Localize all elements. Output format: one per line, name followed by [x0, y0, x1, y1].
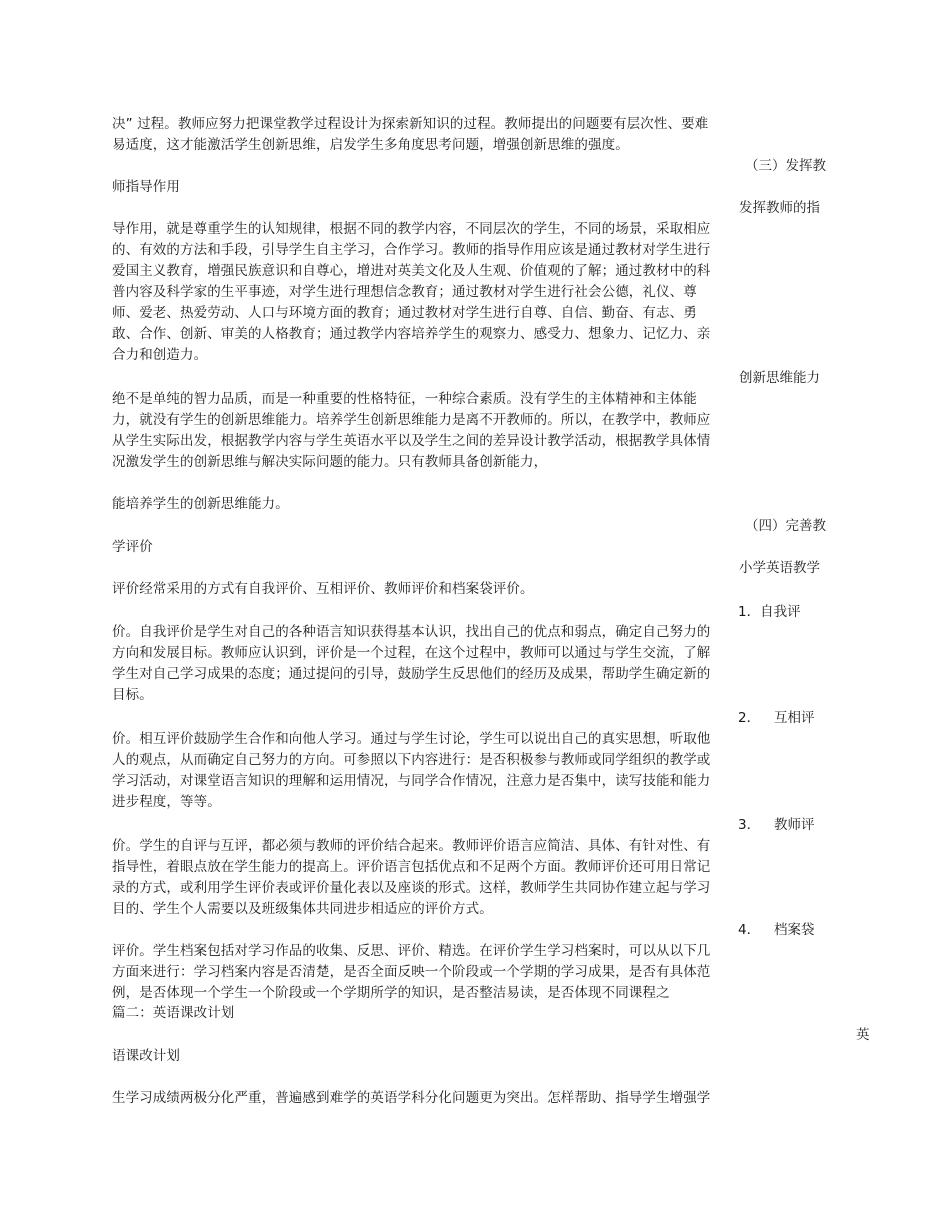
text-line: 方面来进行：学习档案内容是否清楚，是否全面反映一个阶段或一个学期的学习成果，是否有具体范	[112, 964, 711, 980]
text-line: 决” 过程。教师应努力把课堂教学过程设计为探索新知识的过程。教师提出的问题要有层次性、要难	[112, 116, 709, 132]
text-line: 学生对自己学习成果的态度；通过提问的引导，鼓励学生反思他们的经历及成果，帮助学生确定新的	[112, 666, 711, 682]
text-line: 生学习成绩两极分化严重，普遍感到难学的英语学科分化问题更为突出。怎样帮助、指导学生增强学	[112, 1090, 711, 1106]
text-line: 况激发学生的创新思维与解决实际问题的能力。只有教师具备创新能力，	[112, 454, 548, 470]
text-line: 绝不是单纯的智力品质，而是一种重要的性格特征，一种综合素质。没有学生的主体精神和主体能	[112, 391, 697, 407]
item-heading-2: 互相评	[774, 710, 815, 726]
paragraph-lead: 小学英语教学	[739, 560, 820, 576]
text-line: 评价。学生档案包括对学习作品的收集、反思、评价、精选。在评价学生学习档案时，可以从以下几	[112, 943, 711, 959]
section-heading-4-part2: 学评价	[112, 539, 153, 555]
text-line: 价。自我评价是学生对自己的各种语言知识获得基本认识，找出自己的优点和弱点，确定自己努力的	[112, 624, 711, 640]
text-line: 方向和发展目标。教师应认识到，评价是一个过程，在这个过程中，教师可以通过与学生交流，了解	[112, 645, 711, 661]
item-heading-4: 档案袋	[774, 922, 815, 938]
text-line: 目标。	[112, 687, 153, 703]
text-line: 从学生实际出发，根据教学内容与学生英语水平以及学生之间的差异设计教学活动，根据教学具体情	[112, 433, 711, 449]
item-number-4: 4．	[738, 922, 761, 938]
text-line: 能培养学生的创新思维能力。	[112, 496, 289, 512]
text-line: 学习活动，对课堂语言知识的理解和运用情况，与同学合作情况，注意力是否集中，读写技能和能力	[112, 773, 711, 789]
part-title: 篇二：英语课改计划	[112, 1005, 235, 1021]
text-line: 价。学生的自评与互评，都必须与教师的评价结合起来。教师评价语言应简洁、具体、有针对性、有	[112, 838, 711, 854]
text-line: 指导性，着眼点放在学生能力的提高上。评价语言包括优点和不足两个方面。教师评价还可用日常记	[112, 859, 711, 875]
item-heading-3: 教师评	[774, 817, 815, 833]
section-heading-3-part2: 师指导作用	[112, 179, 180, 195]
text-line: 爱国主义教育，增强民族意识和自尊心，增进对英美文化及人生观、价值观的了解；通过教材中的科	[112, 263, 711, 279]
text-line: 师、爱老、热爱劳动、人口与环境方面的教育；通过教材对学生进行自尊、自信、勤奋、有志、勇	[112, 305, 697, 321]
paragraph-lead: 创新思维能力	[739, 370, 820, 386]
text-line: 合力和创造力。	[112, 347, 208, 363]
text-line: 人的观点，从而确定自己努力的方向。可参照以下内容进行：是否积极参与教师或同学组织的教学或	[112, 752, 711, 768]
text-line: 普内容及科学家的生平事迹，对学生进行理想信念教育；通过教材对学生进行社会公德，礼仪、尊	[112, 284, 697, 300]
section-heading-3-part1: （三）发挥教	[745, 158, 826, 174]
text-line: 的、有效的方法和手段，引导学生自主学习，合作学习。教师的指导作用应该是通过教材对学生进行	[112, 242, 711, 258]
text-line: 进步程度，等等。	[112, 794, 221, 810]
item-number-2: 2．	[738, 710, 761, 726]
text-line: 易适度，这才能激活学生创新思维，启发学生多角度思考问题，增强创新思维的强度。	[112, 137, 629, 153]
item-heading-1: 1．自我评	[738, 604, 801, 620]
text-line: 评价经常采用的方式有自我评价、互相评价、教师评价和档案袋评价。	[112, 581, 534, 597]
text-line: 力，就没有学生的创新思维能力。培养学生创新思维能力是离不开教师的。所以，在教学中，教师应	[112, 412, 711, 428]
text-line: 例，是否体现一个学生一个阶段或一个学期所学的知识，是否整洁易读，是否体现不同课程之	[112, 985, 670, 1001]
section-heading-4-part1: （四）完善教	[745, 518, 826, 534]
text-line: 目的、学生个人需要以及班级集体共同进步相适应的评价方式。	[112, 901, 493, 917]
title-fragment: 语课改计划	[112, 1048, 180, 1064]
text-line: 导作用，就是尊重学生的认知规律，根据不同的教学内容，不同层次的学生，不同的场景，采取相应	[112, 221, 711, 237]
title-fragment: 英	[856, 1027, 870, 1043]
text-line: 价。相互评价鼓励学生合作和向他人学习。通过与学生讨论，学生可以说出自己的真实思想，听取他	[112, 731, 711, 747]
text-line: 录的方式，或利用学生评价表或评价量化表以及座谈的形式。这样，教师学生共同协作建立起与学习	[112, 880, 711, 896]
paragraph-lead: 发挥教师的指	[739, 200, 820, 216]
item-number-3: 3．	[738, 817, 761, 833]
text-line: 敢、合作、创新、审美的人格教育；通过教学内容培养学生的观察力、感受力、想象力、记忆力、亲	[112, 326, 711, 342]
